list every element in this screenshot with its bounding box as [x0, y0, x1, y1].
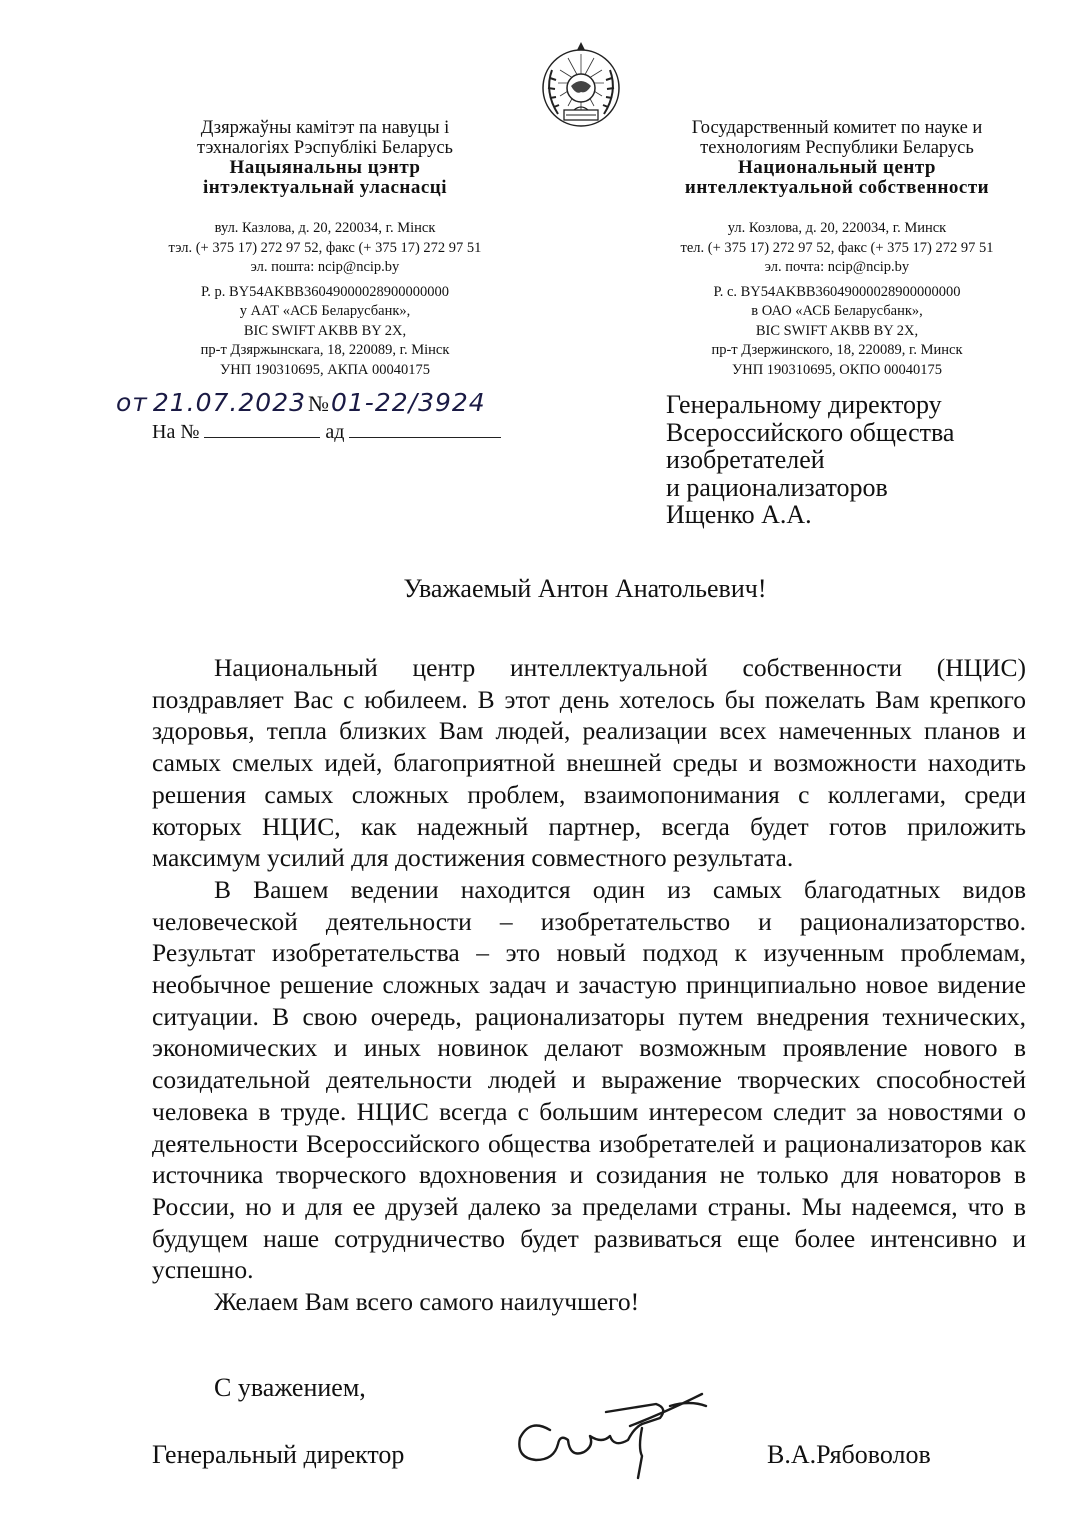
- reply-number-blank: [204, 421, 320, 438]
- handwritten-signature: [510, 1378, 730, 1488]
- phone: тел. (+ 375 17) 272 97 52, факс (+ 375 17) 272 97 51: [680, 239, 994, 256]
- date-prefix: от: [116, 388, 148, 417]
- signatory-name: В.А.Рябоволов: [767, 1440, 931, 1469]
- center-name-by-line2: інтэлектуальнай уласнасці: [202, 177, 448, 198]
- address-block-right: [648, 219, 1026, 380]
- letter-number: 01-22/3924: [331, 388, 486, 417]
- bank-name: у ААТ «АСБ Беларусбанк»,: [239, 303, 411, 319]
- recipient-line: Всероссийского общества: [666, 417, 955, 447]
- paragraph: Желаем Вам всего самого наилучшего!: [214, 1287, 640, 1317]
- email: эл. почта: ncip@ncip.by: [764, 259, 910, 275]
- paragraph: В Вашем ведении находится один из самых благодатных видов человеческой деятельности – изобретательство и рационализаторство. Результат изобретательства – это новый подход к изученным проблемам, необычное решение сложных задач и зачастую принципиально новое видение ситуации. В свою очередь, рационализаторы путем внедрения технических, экономических и иных новинок делают возможным проявление нового в созидательной деятельности людей и выражение творческих способностей человека в труде. НЦИС всегда с большим интересом следит за новостями о деятельности Всероссийского общества изобретателей и рационализаторов как источника творческого вдохновения и созидания не только для новаторов в России, но и для ее друзей далеко за пределами страны. Мы надеемся, что в будущем наше сотрудничество будет развиваться еще более интенсивно и успешно.: [152, 874, 1026, 1285]
- header-left: [140, 118, 510, 198]
- bank-address: пр-т Дзержинского, 18, 220089, г. Минск: [711, 342, 963, 358]
- email: эл. пошта: ncip@ncip.by: [250, 259, 400, 275]
- recipient-line: изобретателей: [666, 445, 825, 474]
- state-emblem-icon: [538, 40, 624, 130]
- address: ул. Козлова, д. 20, 220034, г. Минск: [727, 220, 947, 236]
- swift: BIC SWIFT AKBB BY 2X,: [243, 322, 407, 339]
- reply-reference: [152, 421, 501, 444]
- phone: тэл. (+ 375 17) 272 97 52, факс (+ 375 17) 272 97 51: [168, 239, 482, 256]
- ids: УНП 190310695, ОКПО 00040175: [731, 361, 943, 378]
- recipient-line: Генеральному директору: [666, 390, 942, 419]
- closing-regards: С уважением,: [214, 1373, 366, 1402]
- org-name-ru-line2: технологиям Республики Беларусь: [700, 138, 974, 158]
- org-name-by-line2: тэхналогіях Рэспублікі Беларусь: [197, 138, 453, 158]
- org-name-by-line1: Дзяржаўны камітэт па навуцы і: [200, 118, 450, 138]
- recipient-name: Ищенко А.А.: [666, 500, 812, 529]
- center-name-ru-line1: Национальный центр: [738, 157, 936, 178]
- ids: УНП 190310695, АКПА 00040175: [219, 361, 431, 378]
- swift: BIC SWIFT AKBB BY 2X,: [755, 322, 919, 339]
- letter-date: 21.07.2023: [152, 388, 306, 417]
- recipient-line: и рационализаторов: [666, 472, 888, 502]
- address-block-left: [140, 219, 510, 380]
- center-name-ru-line2: интеллектуальной собственности: [684, 177, 990, 198]
- bank-account: Р. р. BY54AKBB36049000028900000000: [201, 283, 449, 300]
- bank-address: пр-т Дзяржынскага, 18, 220089, г. Мінск: [200, 342, 450, 358]
- paragraph: Национальный центр интеллектуальной собственности (НЦИС) поздравляет Вас с юбилеем. В этот день хотелось бы пожелать Вам крепкого здоровья, тепла близких Вам людей, реализации всех намеченных планов и самых смелых идей, благоприятной внешней среды и возможности находить решения самых сложных проблем, взаимопонимания с коллегами, среди которых НЦИС, как надежный партнер, всегда будет готов приложить максимум усилий для достижения совместного результата.: [152, 653, 1026, 873]
- reply-date-blank: [349, 421, 501, 438]
- header-right: [648, 118, 1026, 198]
- reply-label: На №: [152, 421, 200, 443]
- letter-body: [152, 652, 1026, 1318]
- bank-account: Р. с. BY54AKBB36049000028900000000: [713, 283, 961, 300]
- registration-line: [116, 388, 536, 420]
- salutation: Уважаемый Антон Анатольевич!: [403, 574, 767, 603]
- address: вул. Казлова, д. 20, 220034, г. Мінск: [214, 220, 436, 236]
- reply-from-label: ад: [325, 421, 345, 443]
- org-name-ru-line1: Государственный комитет по науке и: [691, 118, 983, 138]
- number-sign: №: [308, 391, 329, 416]
- bank-name: в ОАО «АСБ Беларусбанк»,: [751, 303, 923, 319]
- recipient-block: [666, 391, 954, 529]
- center-name-by-line1: Нацыянальны цэнтр: [229, 157, 421, 178]
- signatory-position: Генеральный директор: [152, 1440, 405, 1469]
